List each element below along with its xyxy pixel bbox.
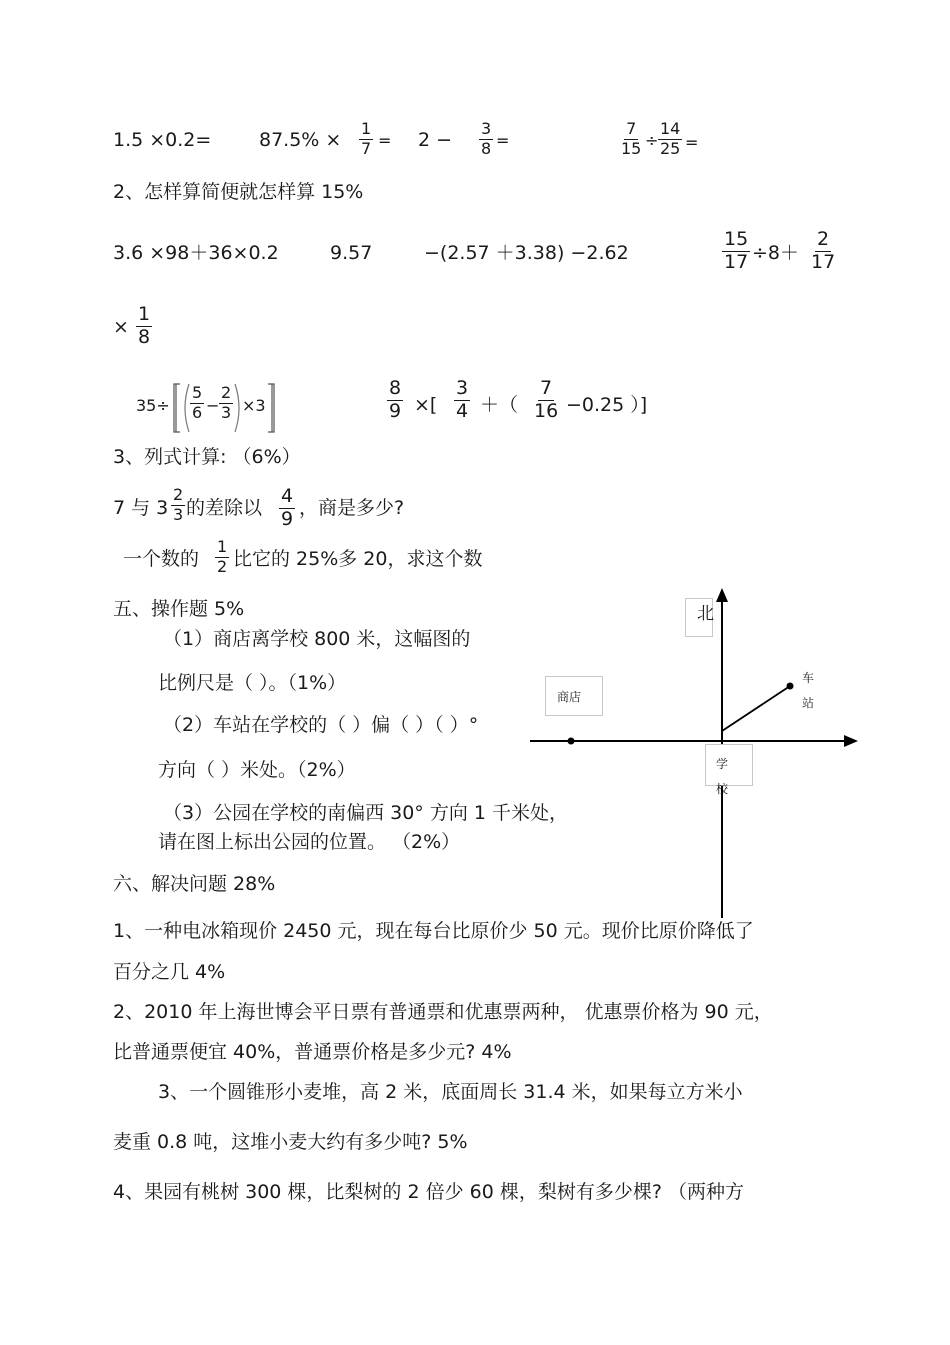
station-line <box>722 686 790 731</box>
fraction-denominator: 4 <box>456 399 469 422</box>
fraction-numerator: 8 <box>389 377 402 399</box>
fraction-numerator: 5 <box>192 383 203 402</box>
section-6-title: 六、解决问题 28% <box>113 873 276 895</box>
calc-1c-prefix: 2 − <box>418 129 453 151</box>
fraction-denominator: 2 <box>217 556 228 576</box>
fraction-denominator: 17 <box>724 250 749 273</box>
fraction-denominator: 9 <box>281 507 294 530</box>
calc-1a: 1.5 ×0.2= <box>113 129 212 151</box>
calc-1c-equals: = <box>496 131 510 150</box>
expr-2c-mid: ÷8＋ <box>752 242 800 264</box>
expr-2b-tail: −(2.57 ＋3.38) −2.62 <box>424 242 629 264</box>
problem-1-line-2: 百分之几 4% <box>113 961 226 983</box>
fraction-denominator: 16 <box>534 399 559 422</box>
school-label-1: 学 <box>716 757 729 771</box>
fraction-numerator: 3 <box>456 377 469 399</box>
fraction-numerator: 1 <box>217 537 228 556</box>
shop-label: 商店 <box>557 690 582 704</box>
calc-1b-equals: = <box>378 131 392 150</box>
fraction-denominator: 8 <box>138 325 151 348</box>
fraction-denominator: 8 <box>481 138 492 158</box>
expr-2b: 9.57 <box>330 242 373 264</box>
expr-2e-mid-1: ×[ <box>414 394 438 416</box>
problem-4-line-1: 4、果园有桃树 300 棵，比梨树的 2 倍少 60 棵，梨树有多少棵? （两种方 <box>113 1181 744 1203</box>
fraction-numerator: 2 <box>173 485 184 504</box>
fraction-numerator: 14 <box>660 119 681 138</box>
station-label-2: 站 <box>802 696 815 710</box>
fraction-denominator: 25 <box>660 138 681 158</box>
section-5-line-4: 方向（ ）米处。（2%） <box>158 759 356 781</box>
section-5-line-1: （1）商店离学校 800 米，这幅图的 <box>163 628 471 650</box>
problem-2-line-2: 比普通票便宜 40%，普通票价格是多少元? 4% <box>113 1041 512 1063</box>
problem-1-line-1: 1、一种电冰箱现价 2450 元，现在每台比原价少 50 元。现价比原价降低了 <box>113 920 754 942</box>
shop-point <box>568 738 575 745</box>
calc-1d-divide: ÷ <box>645 131 659 150</box>
fraction-denominator: 17 <box>811 250 836 273</box>
expr-2c-times: × <box>113 316 129 338</box>
fraction-numerator: 7 <box>540 377 553 399</box>
question-3-1-prefix: 7 与 3 <box>113 497 169 519</box>
east-arrow-head <box>844 735 858 747</box>
question-3-2-prefix: 一个数的 <box>123 548 200 570</box>
section-3-title: 3、列式计算: （6%） <box>113 446 301 468</box>
expr-2d-tail: ×3 <box>242 396 266 415</box>
section-5-line-3: （2）车站在学校的（ ）偏（ ）（ ）° <box>163 714 479 736</box>
expr-2d-prefix: 35÷ <box>136 396 170 415</box>
north-label: 北 <box>697 604 714 624</box>
expr-2d-minus: − <box>206 396 220 415</box>
station-point <box>787 683 794 690</box>
expr-2e-tail: −0.25 ）] <box>566 394 648 416</box>
fraction-denominator: 3 <box>173 504 184 524</box>
fraction-denominator: 6 <box>192 402 203 422</box>
fraction-denominator: 3 <box>221 402 232 422</box>
question-3-2-suffix: 比它的 25%多 20，求这个数 <box>233 548 483 570</box>
question-3-1-mid: 的差除以 <box>186 497 263 519</box>
school-label-box <box>705 744 753 786</box>
calc-1d-equals: = <box>685 133 699 152</box>
fraction-numerator: 15 <box>724 228 749 250</box>
fraction-numerator: 2 <box>817 228 830 250</box>
fraction-numerator: 7 <box>626 119 637 138</box>
fraction-numerator: 2 <box>221 383 232 402</box>
section-5-line-6: 请在图上标出公园的位置。 （2%） <box>158 831 461 853</box>
school-label-2: 校 <box>716 782 729 796</box>
problem-3-line-1: 3、一个圆锥形小麦堆，高 2 米，底面周长 31.4 米，如果每立方米小 <box>158 1081 743 1103</box>
north-arrow-head <box>716 588 728 602</box>
fraction-denominator: 15 <box>621 138 642 158</box>
fraction-numerator: 1 <box>138 303 151 325</box>
fraction-numerator: 4 <box>281 485 294 507</box>
question-3-1-suffix: ，商是多少? <box>299 497 405 519</box>
expr-2e-mid-2: ＋（ <box>480 394 519 416</box>
section-5-title: 五、操作题 5% <box>113 598 245 620</box>
section-5-line-2: 比例尺是（ ）。（1%） <box>158 672 347 694</box>
fraction-denominator: 7 <box>361 138 372 158</box>
fraction-denominator: 9 <box>389 399 402 422</box>
fraction-numerator: 3 <box>481 119 492 138</box>
calc-1b-prefix: 87.5% × <box>259 129 342 151</box>
fraction-numerator: 1 <box>361 119 372 138</box>
problem-3-line-2: 麦重 0.8 吨，这堆小麦大约有多少吨? 5% <box>113 1131 468 1153</box>
station-label-1: 车 <box>802 671 815 685</box>
section-2-title: 2、怎样算简便就怎样算 15% <box>113 181 364 203</box>
expr-2a: 3.6 ×98＋36×0.2 <box>113 242 279 264</box>
problem-2-line-1: 2、2010 年上海世博会平日票有普通票和优惠票两种， 优惠票价格为 90 元， <box>113 1001 773 1023</box>
section-5-line-5: （3）公园在学校的南偏西 30° 方向 1 千米处， <box>163 802 569 824</box>
